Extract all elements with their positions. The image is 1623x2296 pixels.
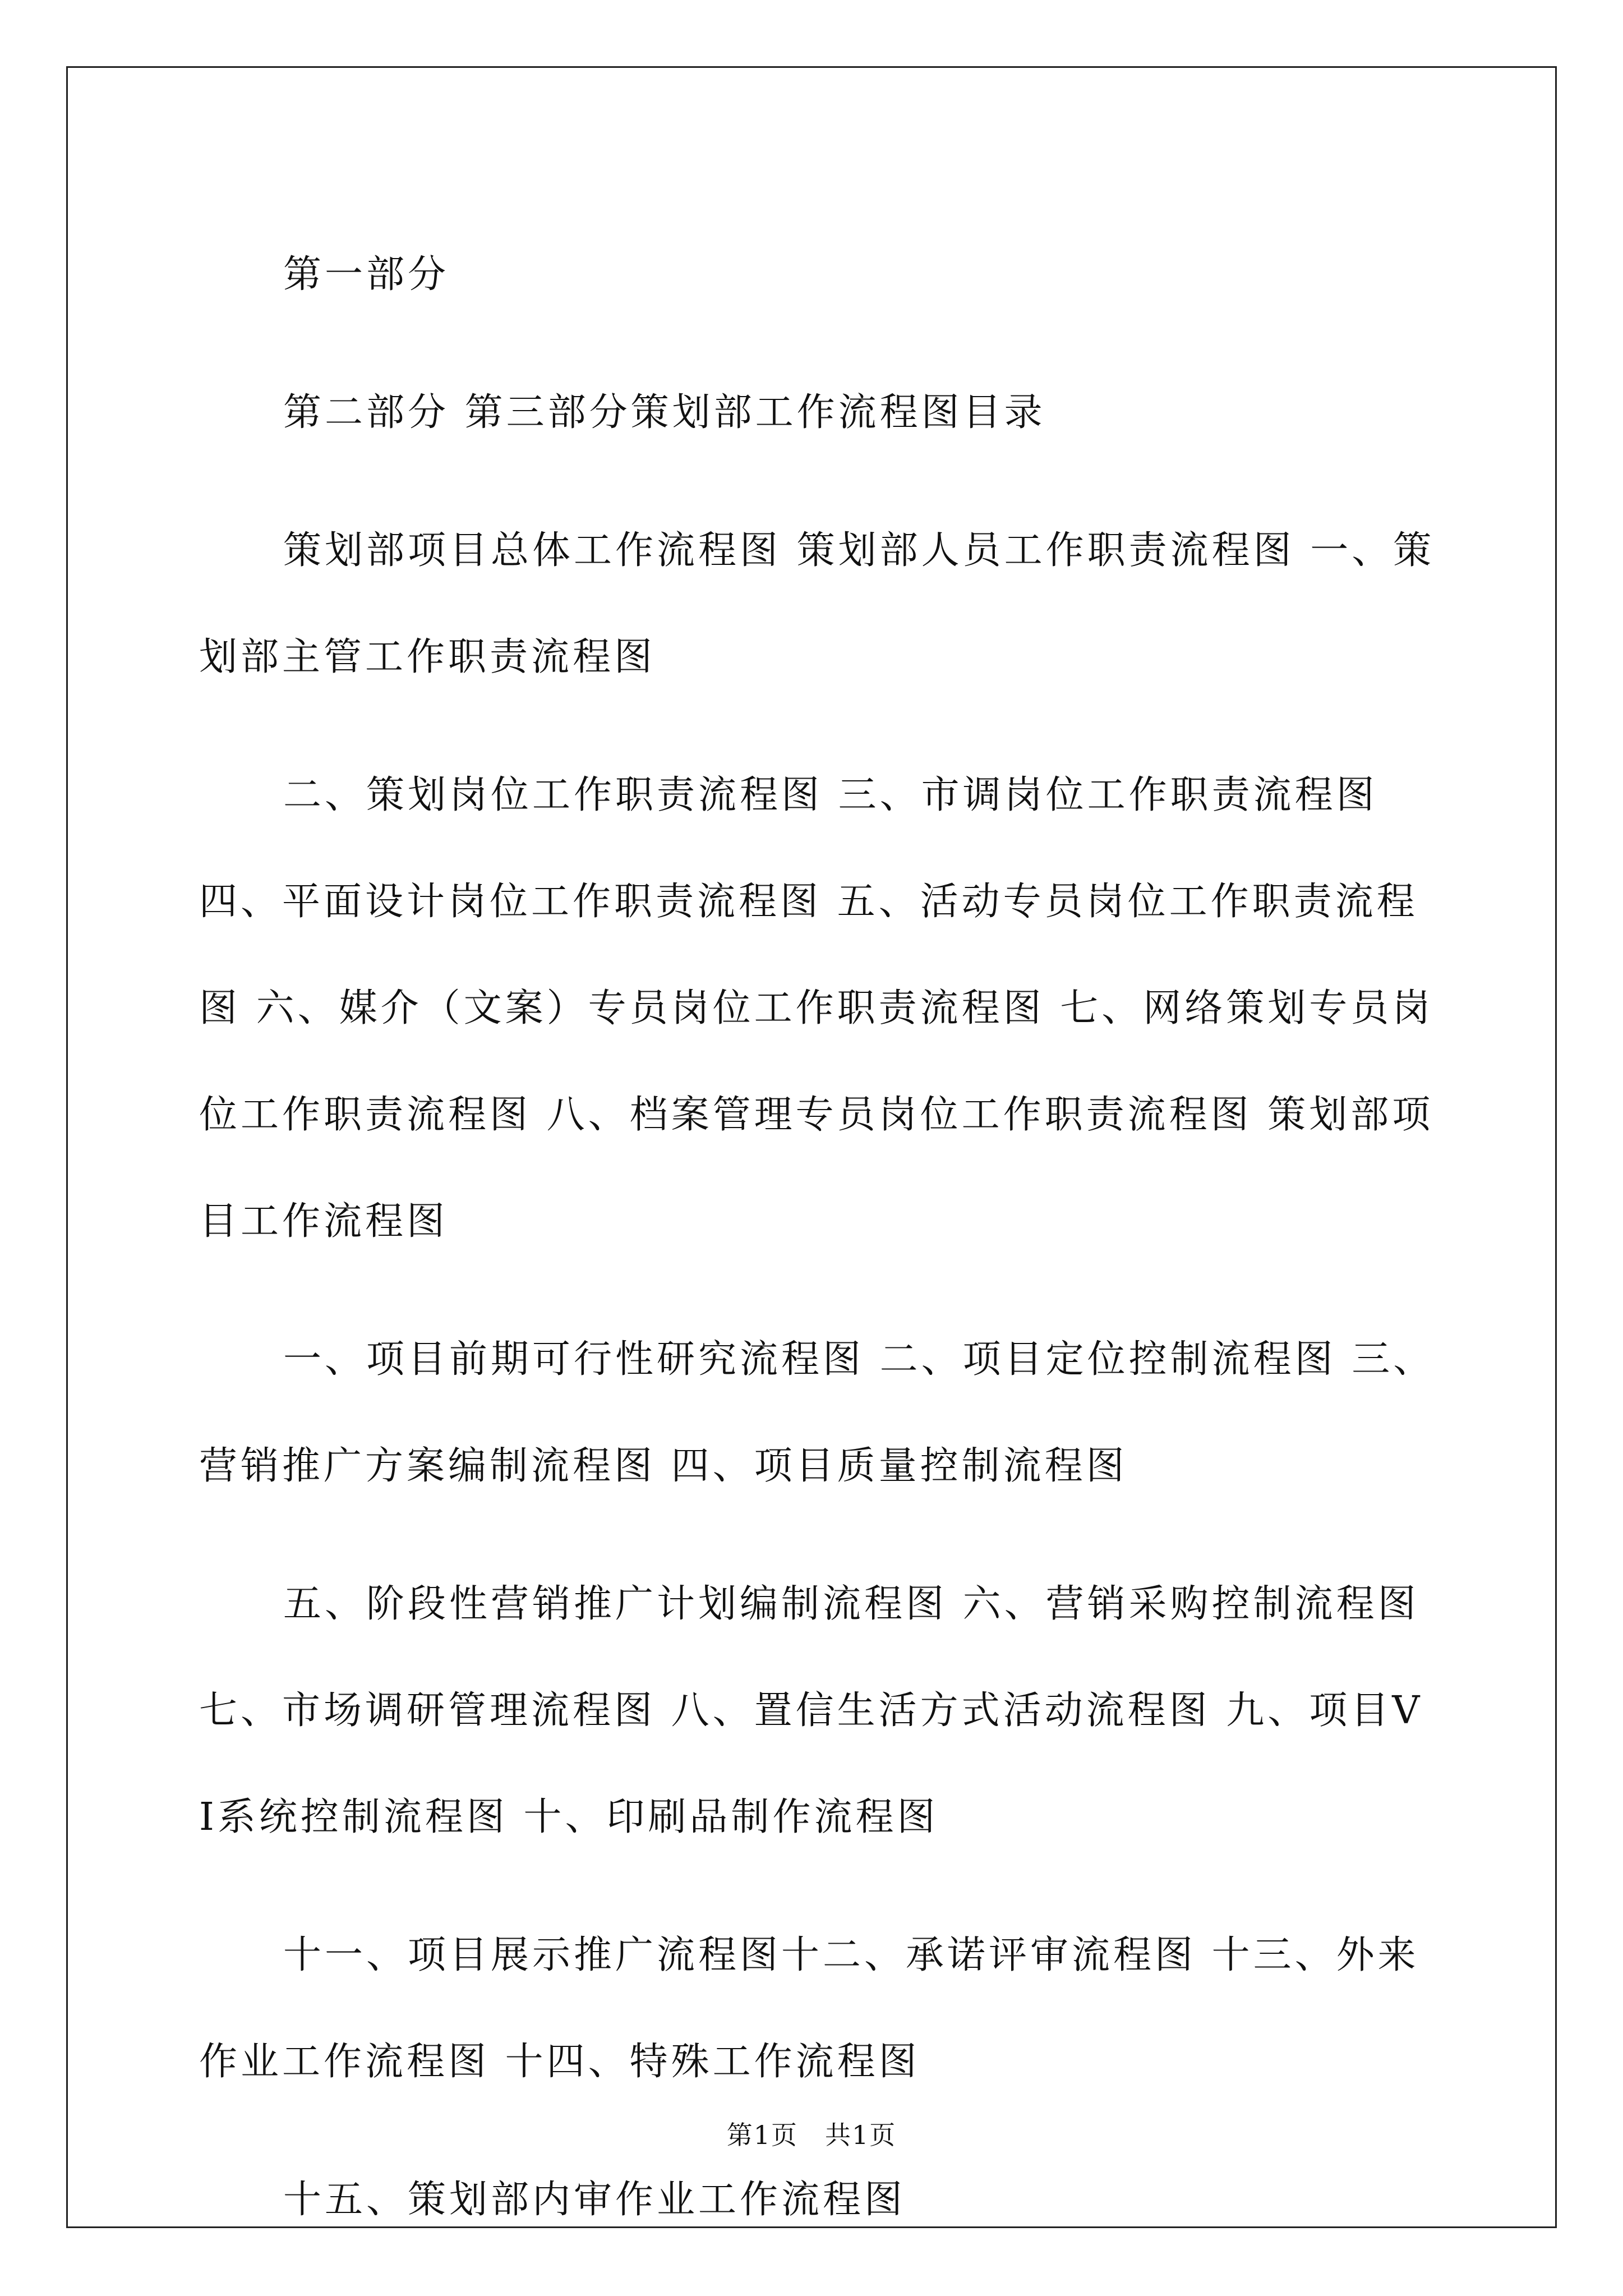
document-body bbox=[199, 222, 1438, 2285]
page-footer: 第1页 共1页 bbox=[726, 2120, 897, 2150]
paragraph-toc-heading: 第二部分 第三部分策划部工作流程图目录 bbox=[283, 390, 1046, 435]
paragraph-project-flows-1: 一、项目前期可行性研究流程图 二、项目定位控制流程图 三、营销推广方案编制流程图 四、项目质量控制流程图 bbox=[199, 1337, 1435, 1488]
paragraph-project-flows-4: 十五、策划部内审作业工作流程图 bbox=[283, 2178, 906, 2222]
paragraph-project-flows-2: 五、阶段性营销推广计划编制流程图 六、营销采购控制流程图 七、市场调研管理流程图 八、置信生活方式活动流程图 九、项目VI系统控制流程图 十、印刷品制作流程图 bbox=[199, 1582, 1423, 1839]
paragraph-part-one: 第一部分 bbox=[283, 252, 450, 297]
paragraph-staff-duties: 二、策划岗位工作职责流程图 三、市调岗位工作职责流程图 四、平面设计岗位工作职责流程图 五、活动专员岗位工作职责流程图 六、媒介（文案）专员岗位工作职责流程图 七、网络策划专员岗位工作职责流程图 八、档案管理专员岗位工作职责流程图 策划部项目工作流程图 bbox=[199, 773, 1434, 1244]
paragraph-project-flows-3: 十一、项目展示推广流程图十二、承诺评审流程图 十三、外来作业工作流程图 十四、特殊工作流程图 bbox=[199, 1933, 1419, 2084]
paragraph-overall-flow: 策划部项目总体工作流程图 策划部人员工作职责流程图 一、策划部主管工作职责流程图 bbox=[199, 528, 1435, 679]
